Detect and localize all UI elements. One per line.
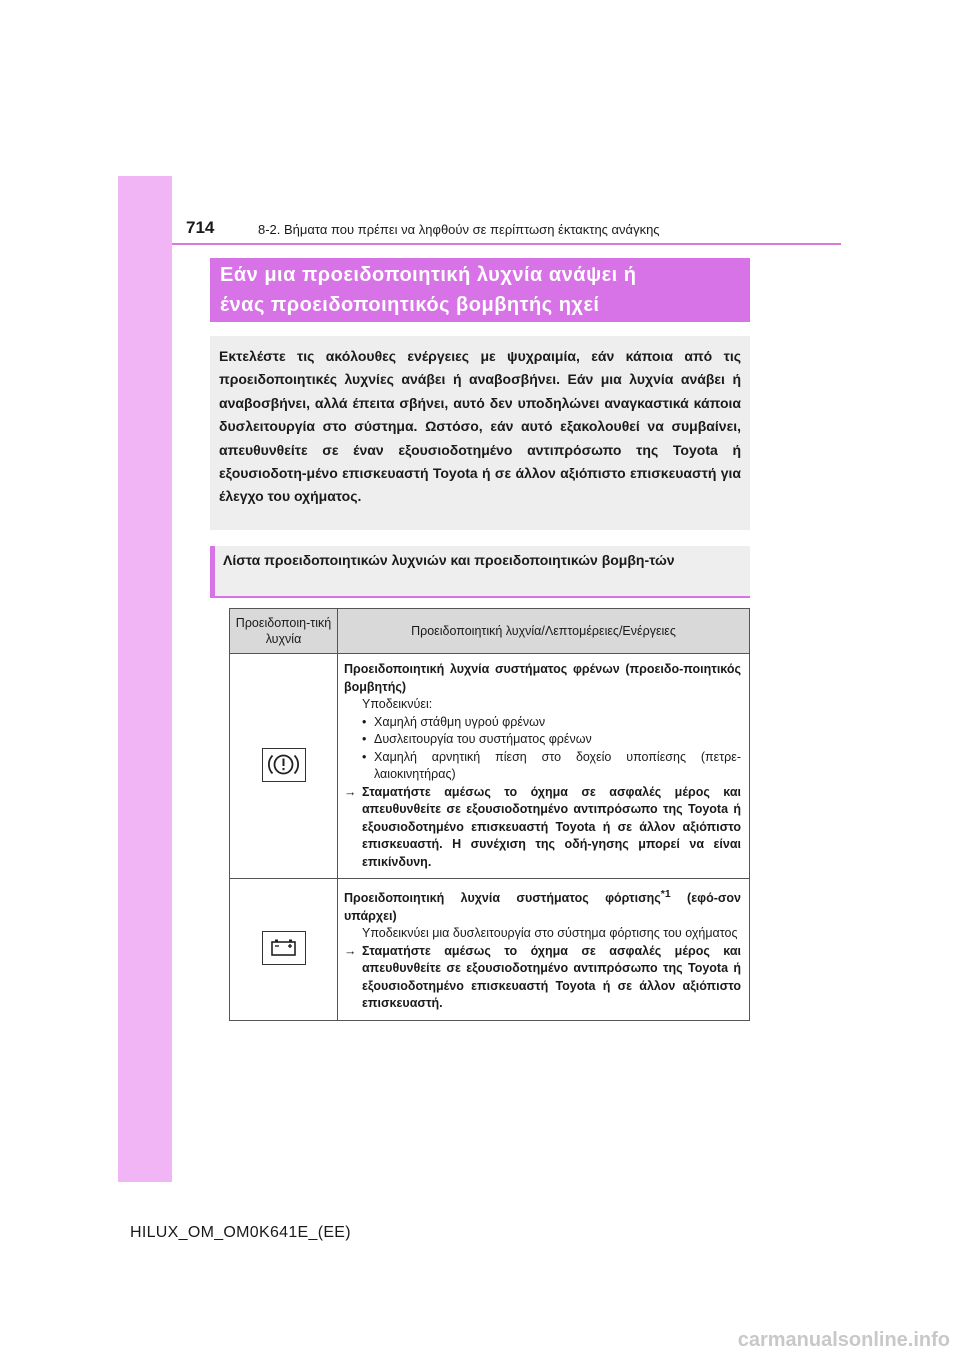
page-number: 714 xyxy=(186,218,215,237)
icon-cell xyxy=(230,654,338,879)
footnote-marker: *1 xyxy=(660,889,671,900)
list-item: • Χαμηλή στάθμη υγρού φρένων xyxy=(344,714,741,732)
page-title-line-2: ένας προειδοποιητικός βομβητής ηχεί xyxy=(220,294,600,316)
document-code-footer: HILUX_OM_OM0K641E_(EE) xyxy=(130,1224,351,1241)
brake-warning-icon xyxy=(262,748,306,782)
arrow-icon: → xyxy=(344,784,357,799)
action-text: Σταματήστε αμέσως το όχημα σε ασφαλές μέρος και απευθυνθείτε σε εξουσιοδοτημένο αντιπρόσωπο της Toyota ή εξουσιοδοτημένο επισκευαστή Toyota ή σε άλλον αξιόπιστο επισκευαστή. Η συνέχιση της οδή-γησης μπορεί να είναι επικίνδυνη. xyxy=(362,784,741,869)
header-divider xyxy=(172,243,841,245)
arrow-icon: → xyxy=(344,943,357,958)
list-item: • Χαμηλή αρνητική πίεση στο δοχείο υποπίεσης (πετρε-λαιοκινητήρας) xyxy=(344,749,741,784)
list-item: • Δυσλειτουργία του συστήματος φρένων xyxy=(344,731,741,749)
warning-lights-table xyxy=(229,608,750,1021)
action-text: Σταματήστε αμέσως το όχημα σε ασφαλές μέρος και απευθυνθείτε σε εξουσιοδοτημένο αντιπρόσωπο της Toyota ή εξουσιοδοτημένο επισκευαστή Toyota ή σε άλλον αξιόπιστο επισκευαστή. xyxy=(362,943,741,1011)
details-cell xyxy=(338,654,750,879)
column-header-light: Προειδοποιη-τική λυχνία xyxy=(230,609,338,654)
table-row xyxy=(230,879,750,1021)
light-title-suffix: (εφό-σον υπάρχει) xyxy=(344,891,742,923)
icon-cell xyxy=(230,879,338,1021)
indicates-label: Υποδεικνύει: xyxy=(362,697,433,711)
table-row xyxy=(230,654,750,879)
action-instruction xyxy=(344,784,741,872)
details-cell xyxy=(338,879,750,1021)
table-header-row xyxy=(230,609,750,654)
page-title xyxy=(210,258,750,322)
light-description: Υποδεικνύει μια δυσλειτουργία στο σύστημα φόρτισης του οχήματος xyxy=(362,926,738,941)
section-title: 8-2. Βήματα που πρέπει να ληφθούν σε περίπτωση έκτακτης ανάγκης xyxy=(258,222,660,237)
light-title xyxy=(344,886,741,925)
side-tab-bar xyxy=(118,176,172,1182)
watermark: carmanualsonline.info xyxy=(737,1329,950,1351)
intro-paragraph: Εκτελέστε τις ακόλουθες ενέργειες με ψυχραιμία, εάν κάποια από τις προειδοποιητικές λυχνίες ανάβει ή αναβοσβήνει. Εάν μια λυχνία ανάβει ή αναβοσβήνει, αλλά έπειτα σβήνει, αυτό δεν υποδηλώνει αναγκαστικά κάποια δυσλειτουργία στο σύστημα. Ωστόσο, εάν αυτό εξακολουθεί να συμβαίνει, απευθυνθείτε σε έναν εξουσιοδοτημένο αντιπρόσωπο της Toyota ή εξουσιοδοτη-μένο επισκευαστή Toyota ή σε άλλον αξιόπιστο επισκευαστή για έλεγχο του οχήματος. xyxy=(210,336,750,530)
page-title-line-1: Εάν μια προειδοποιητική λυχνία ανάψει ή xyxy=(220,264,637,286)
light-title: Προειδοποιητική λυχνία συστήματος φρένων (προειδο-ποιητικός βομβητής) xyxy=(344,662,741,694)
subheading: Λίστα προειδοποιητικών λυχνιών και προειδοποιητικών βομβη-τών xyxy=(210,546,750,598)
light-title-text: Προειδοποιητική λυχνία συστήματος φόρτισης xyxy=(344,891,661,906)
column-header-details: Προειδοποιητική λυχνία/Λεπτομέρειες/Ενέργειες xyxy=(338,609,750,654)
battery-charging-icon xyxy=(262,931,306,965)
action-instruction xyxy=(344,943,741,1013)
